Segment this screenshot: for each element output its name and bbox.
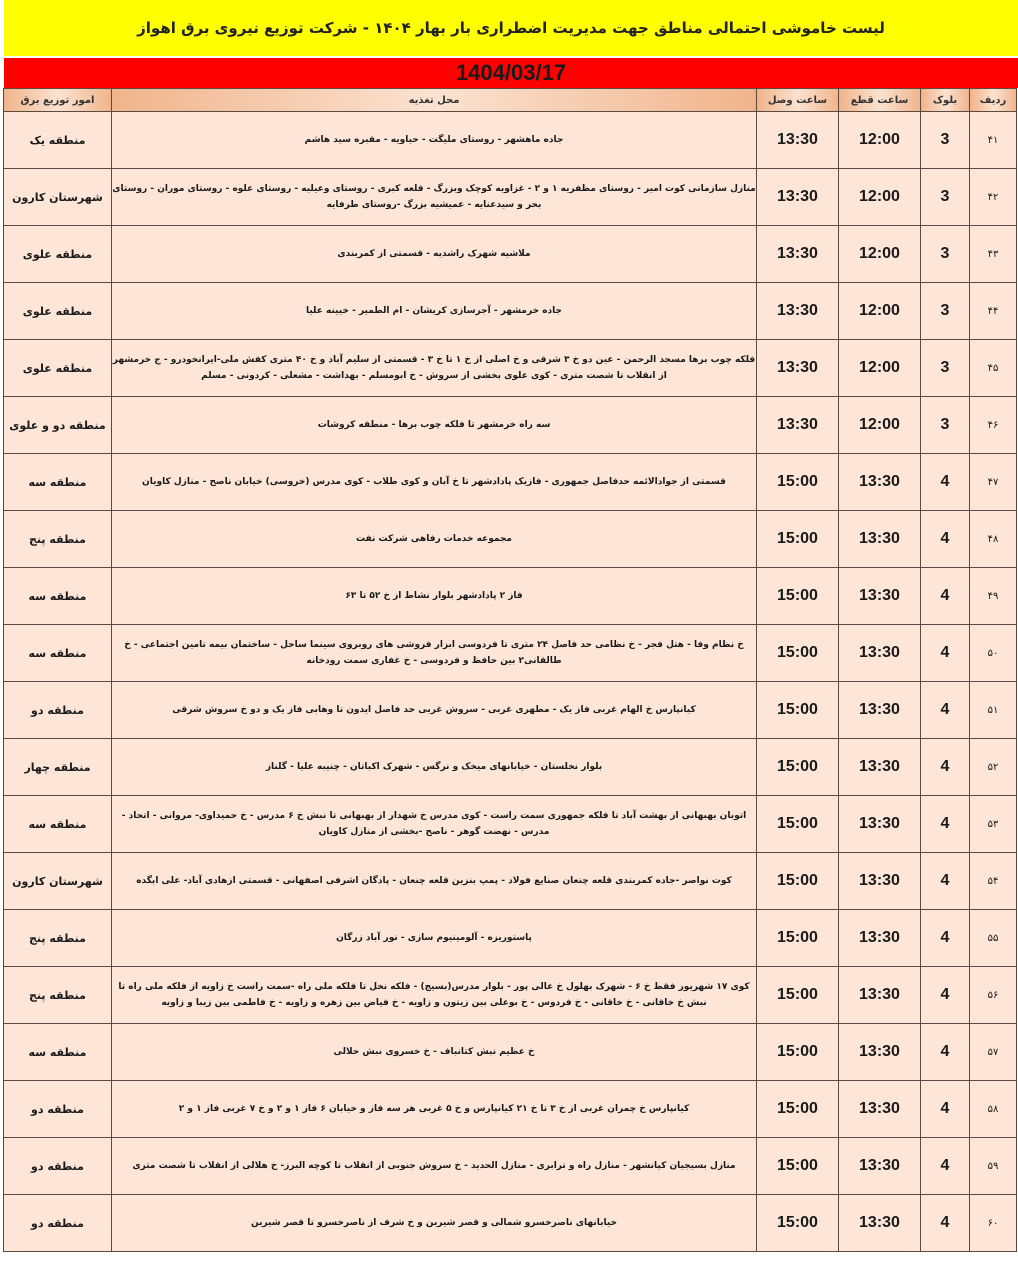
district-cell: منطقه دو — [4, 682, 112, 739]
cut-time-cell: 13:30 — [839, 511, 921, 568]
feed-location-cell: خیابانهای ناصرخسرو شمالی و قصر شیرین و خ شرف از ناصرخسرو تا قصر شیرین — [112, 1195, 757, 1252]
outage-table — [3, 88, 1017, 1252]
cut-time-cell: 13:30 — [839, 1024, 921, 1081]
table-row — [4, 1138, 1017, 1195]
block-cell: 3 — [921, 226, 970, 283]
block-cell: 4 — [921, 796, 970, 853]
table-header-row — [4, 89, 1017, 112]
feed-location-cell: کوی ۱۷ شهریور فقط خ ۶ - شهرک بهلول خ عالی پور - بلوار مدرس(بسیج) - فلکه نخل تا فلکه ملی راه -سمت راست خ زاویه از فلکه ملی راه تا نبش خ خاقانی - خ خاقانی - خ فردوس - خ بوعلی بین زیتون و زاویه - خ فیاض بین زهره و زاویه - خ فاطمی بین زیبا و زاویه — [112, 967, 757, 1024]
row-number-cell: ۵۹ — [970, 1138, 1017, 1195]
feed-location-cell: کوت نواصر -جاده کمربندی قلعه چنعان صنایع فولاد - پمپ بنزین قلعه چنعان - پادگان اشرفی اصفهانی - قسمتی ازهادی آباد- علی ابگده — [112, 853, 757, 910]
restore-time-cell: 13:30 — [757, 169, 839, 226]
table-row — [4, 169, 1017, 226]
cut-time-cell: 13:30 — [839, 682, 921, 739]
feed-location-cell: جاده ماهشهر - روستای ملیگت - حیاویه - مقبره سید هاشم — [112, 112, 757, 169]
feed-location-cell: ملاشیه شهرک راشدیه - قسمتی از کمربندی — [112, 226, 757, 283]
district-cell: شهرستان کارون — [4, 169, 112, 226]
cut-time-cell: 12:00 — [839, 340, 921, 397]
district-cell: منطقه یک — [4, 112, 112, 169]
feed-location-cell: منازل سازمانی کوت امیر - روستای مظفریه ۱ و ۲ - غزاویه کوچک وبزرگ - قلعه کبری - روستای وعیلیه - روستای علوه - روستای موران - روستای بحر و سیدعنایه - عمیشیه بزرگ -روستای طرفایه — [112, 169, 757, 226]
feed-location-cell: منازل بسیجیان کیانشهر - منازل راه و ترابری - منازل الحدید - خ سروش جنوبی از انقلاب تا کوچه البرز- خ هلالی از انقلاب تا شصت متری — [112, 1138, 757, 1195]
table-row — [4, 340, 1017, 397]
block-cell: 3 — [921, 169, 970, 226]
block-cell: 4 — [921, 1024, 970, 1081]
row-number-cell: ۴۸ — [970, 511, 1017, 568]
district-cell: منطقه علوی — [4, 283, 112, 340]
row-number-cell: ۴۳ — [970, 226, 1017, 283]
cut-time-cell: 13:30 — [839, 796, 921, 853]
restore-time-cell: 13:30 — [757, 340, 839, 397]
restore-time-cell: 15:00 — [757, 739, 839, 796]
block-cell: 3 — [921, 283, 970, 340]
table-row — [4, 967, 1017, 1024]
restore-time-cell: 15:00 — [757, 967, 839, 1024]
table-row — [4, 796, 1017, 853]
cut-time-cell: 13:30 — [839, 739, 921, 796]
row-number-cell: ۴۴ — [970, 283, 1017, 340]
row-number-cell: ۵۸ — [970, 1081, 1017, 1138]
table-row — [4, 853, 1017, 910]
restore-time-cell: 15:00 — [757, 568, 839, 625]
restore-time-cell: 15:00 — [757, 625, 839, 682]
restore-time-cell: 15:00 — [757, 1138, 839, 1195]
header-cut-time: ساعت قطع — [839, 89, 921, 112]
cut-time-cell: 12:00 — [839, 397, 921, 454]
block-cell: 4 — [921, 454, 970, 511]
table-row — [4, 1024, 1017, 1081]
feed-location-cell: پاستوریزه - آلومینیوم سازی - نور آباد زرگان — [112, 910, 757, 967]
cut-time-cell: 13:30 — [839, 568, 921, 625]
restore-time-cell: 15:00 — [757, 511, 839, 568]
table-row — [4, 1195, 1017, 1252]
block-cell: 4 — [921, 1195, 970, 1252]
block-cell: 4 — [921, 511, 970, 568]
restore-time-cell: 15:00 — [757, 454, 839, 511]
page-title: لیست خاموشی احتمالی مناطق جهت مدیریت اضطراری بار بهار ۱۴۰۴ - شرکت توزیع نیروی برق اهواز — [4, 0, 1018, 56]
feed-location-cell: سه راه خرمشهر تا فلکه چوب برها - منطقه کروشات — [112, 397, 757, 454]
block-cell: 4 — [921, 853, 970, 910]
restore-time-cell: 15:00 — [757, 1024, 839, 1081]
cut-time-cell: 13:30 — [839, 1195, 921, 1252]
row-number-cell: ۵۶ — [970, 967, 1017, 1024]
district-cell: منطقه پنج — [4, 910, 112, 967]
district-cell: منطقه دو — [4, 1195, 112, 1252]
row-number-cell: ۴۶ — [970, 397, 1017, 454]
restore-time-cell: 15:00 — [757, 1195, 839, 1252]
restore-time-cell: 15:00 — [757, 910, 839, 967]
feed-location-cell: قسمتی از جوادالائمه حدفاصل جمهوری - فازیک پادادشهر تا خ آبان و کوی طلاب - کوی مدرس (خروسی) خیابان ناصح - منازل کاویان — [112, 454, 757, 511]
block-cell: 4 — [921, 967, 970, 1024]
block-cell: 3 — [921, 112, 970, 169]
district-cell: منطقه سه — [4, 625, 112, 682]
block-cell: 4 — [921, 568, 970, 625]
table-row — [4, 1081, 1017, 1138]
feed-location-cell: مجموعه خدمات رفاهی شرکت نفت — [112, 511, 757, 568]
district-cell: منطقه سه — [4, 1024, 112, 1081]
district-cell: منطقه سه — [4, 568, 112, 625]
feed-location-cell: اتوبان بهبهانی از بهشت آباد تا فلکه جمهوری سمت راست - کوی مدرس خ شهدار از بهبهانی تا نبش خ ۶ مدرس - خ حمیداوی- مروانی - اتحاد - مدرس - نهضت گوهر - ناصح -بخشی از منازل کاویان — [112, 796, 757, 853]
restore-time-cell: 13:30 — [757, 112, 839, 169]
block-cell: 4 — [921, 1081, 970, 1138]
feed-location-cell: فلکه چوب برها مسجد الرحمن - عین دو خ ۳ شرقی و خ اصلی از خ ۱ تا خ ۳ - قسمتی از سلیم آباد و خ ۴۰ متری کفش ملی-ایرانخودرو - ج خرمشهر از انقلاب تا شصت متری - کوی علوی بخشی از سروش - خ ابومسلم - بهداشت - مشعلی - کردونی - مسلم — [112, 340, 757, 397]
block-cell: 4 — [921, 1138, 970, 1195]
table-row — [4, 910, 1017, 967]
header-district: امور توزیع برق — [4, 89, 112, 112]
row-number-cell: ۵۱ — [970, 682, 1017, 739]
table-row — [4, 682, 1017, 739]
cut-time-cell: 12:00 — [839, 226, 921, 283]
feed-location-cell: کیانپارس خ چمران غربی از خ ۳ تا خ ۲۱ کیانپارس و خ ۵ غربی هر سه فاز و خیابان ۶ فاز ۱ و ۲ و خ ۷ غربی فاز ۱ و ۲ — [112, 1081, 757, 1138]
restore-time-cell: 15:00 — [757, 1081, 839, 1138]
header-row-number: ردیف — [970, 89, 1017, 112]
row-number-cell: ۴۲ — [970, 169, 1017, 226]
row-number-cell: ۵۵ — [970, 910, 1017, 967]
feed-location-cell: خ نظام وفا - هتل فجر - خ نظامی حد فاصل ۲۴ متری تا فردوسی ابزار فروشی های روبروی سینما ساحل - ساختمان بیمه تامین اجتماعی - خ طالقانی۲ بین حافظ و فردوسی - خ غفاری سمت رودخانه — [112, 625, 757, 682]
cut-time-cell: 13:30 — [839, 454, 921, 511]
row-number-cell: ۴۷ — [970, 454, 1017, 511]
district-cell: شهرستان کارون — [4, 853, 112, 910]
table-row — [4, 568, 1017, 625]
cut-time-cell: 13:30 — [839, 853, 921, 910]
restore-time-cell: 15:00 — [757, 682, 839, 739]
row-number-cell: ۵۰ — [970, 625, 1017, 682]
table-row — [4, 625, 1017, 682]
cut-time-cell: 12:00 — [839, 169, 921, 226]
district-cell: منطقه دو — [4, 1081, 112, 1138]
table-row — [4, 739, 1017, 796]
schedule-date: 1404/03/17 — [4, 58, 1018, 88]
district-cell: منطقه پنج — [4, 967, 112, 1024]
block-cell: 4 — [921, 739, 970, 796]
table-row — [4, 511, 1017, 568]
cut-time-cell: 13:30 — [839, 967, 921, 1024]
cut-time-cell: 13:30 — [839, 1138, 921, 1195]
row-number-cell: ۵۴ — [970, 853, 1017, 910]
table-row — [4, 112, 1017, 169]
block-cell: 4 — [921, 910, 970, 967]
district-cell: منطقه دو — [4, 1138, 112, 1195]
row-number-cell: ۴۵ — [970, 340, 1017, 397]
row-number-cell: ۶۰ — [970, 1195, 1017, 1252]
block-cell: 3 — [921, 340, 970, 397]
header-block: بلوک — [921, 89, 970, 112]
restore-time-cell: 15:00 — [757, 796, 839, 853]
cut-time-cell: 12:00 — [839, 283, 921, 340]
restore-time-cell: 15:00 — [757, 853, 839, 910]
district-cell: منطقه علوی — [4, 226, 112, 283]
table-row — [4, 397, 1017, 454]
block-cell: 4 — [921, 682, 970, 739]
district-cell: منطقه سه — [4, 796, 112, 853]
feed-location-cell: بلوار نخلستان - خیابانهای میخک و نرگس - شهرک اکباتان - چنیبه علیا - گلناز — [112, 739, 757, 796]
table-row — [4, 283, 1017, 340]
district-cell: منطقه سه — [4, 454, 112, 511]
restore-time-cell: 13:30 — [757, 397, 839, 454]
cut-time-cell: 13:30 — [839, 910, 921, 967]
row-number-cell: ۴۹ — [970, 568, 1017, 625]
table-row — [4, 226, 1017, 283]
header-restore-time: ساعت وصل — [757, 89, 839, 112]
row-number-cell: ۵۲ — [970, 739, 1017, 796]
feed-location-cell: خ عظیم نبش کتانباف - خ خسروی نبش حلالی — [112, 1024, 757, 1081]
cut-time-cell: 12:00 — [839, 112, 921, 169]
feed-location-cell: فاز ۲ پادادشهر بلوار نشاط از خ ۵۲ تا ۶۳ — [112, 568, 757, 625]
block-cell: 3 — [921, 397, 970, 454]
block-cell: 4 — [921, 625, 970, 682]
feed-location-cell: کیانپارس خ الهام غربی فاز یک - مطهری غربی - سروش غربی حد فاصل ایدون تا وهابی فاز یک و دو خ سروش شرقی — [112, 682, 757, 739]
restore-time-cell: 13:30 — [757, 283, 839, 340]
district-cell: منطقه علوی — [4, 340, 112, 397]
table-row — [4, 454, 1017, 511]
header-feed-location: محل تغذیه — [112, 89, 757, 112]
row-number-cell: ۴۱ — [970, 112, 1017, 169]
restore-time-cell: 13:30 — [757, 226, 839, 283]
cut-time-cell: 13:30 — [839, 1081, 921, 1138]
district-cell: منطقه دو و علوی — [4, 397, 112, 454]
cut-time-cell: 13:30 — [839, 625, 921, 682]
district-cell: منطقه چهار — [4, 739, 112, 796]
row-number-cell: ۵۷ — [970, 1024, 1017, 1081]
row-number-cell: ۵۳ — [970, 796, 1017, 853]
district-cell: منطقه پنج — [4, 511, 112, 568]
feed-location-cell: جاده خرمشهر - آجرسازی کریشان - ام الطمیر - خیینه علیا — [112, 283, 757, 340]
